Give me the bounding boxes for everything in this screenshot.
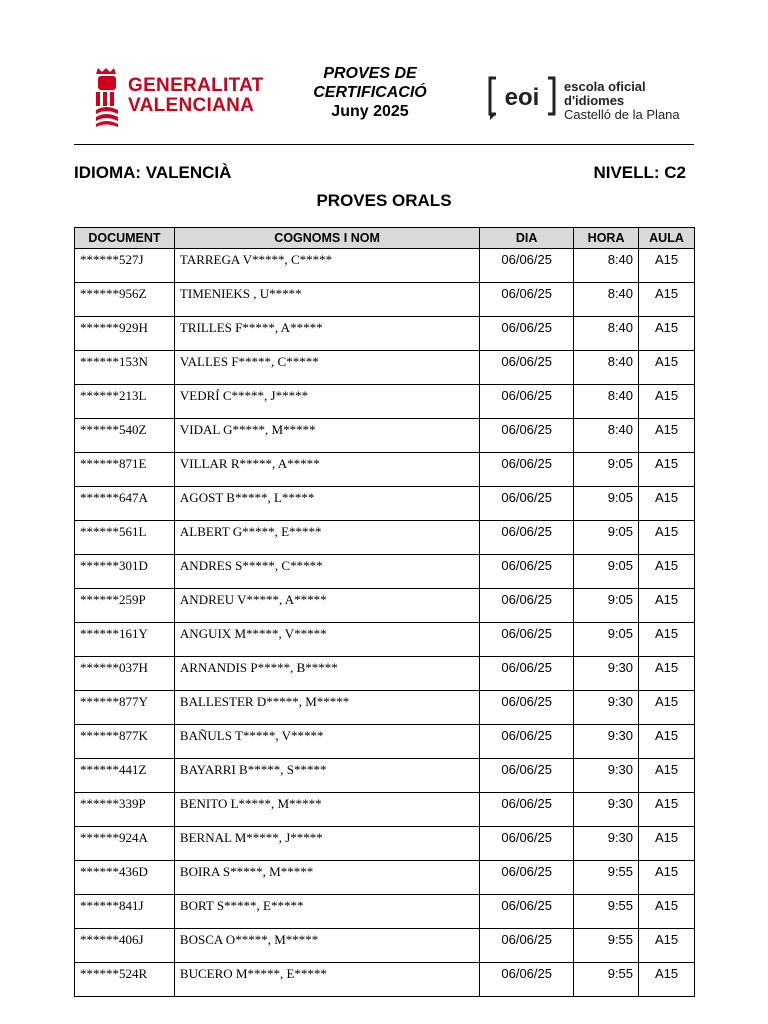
hour-cell: 9:55	[574, 895, 639, 929]
day-cell: 06/06/25	[480, 283, 574, 317]
hour-cell: 9:05	[574, 453, 639, 487]
name-cell: VIDAL G*****, M*****	[174, 419, 479, 453]
name-cell: VILLAR R*****, A*****	[174, 453, 479, 487]
document-cell: ******929H	[75, 317, 175, 351]
hour-cell: 9:30	[574, 793, 639, 827]
day-cell: 06/06/25	[480, 861, 574, 895]
name-cell: BORT S*****, E*****	[174, 895, 479, 929]
document-cell: ******259P	[75, 589, 175, 623]
document-cell: ******877Y	[75, 691, 175, 725]
column-header-document: DOCUMENT	[75, 228, 175, 249]
document-cell: ******647A	[75, 487, 175, 521]
name-cell: TRILLES F*****, A*****	[174, 317, 479, 351]
name-cell: BOSCA O*****, M*****	[174, 929, 479, 963]
room-cell: A15	[639, 385, 695, 419]
table-body	[75, 249, 695, 997]
day-cell: 06/06/25	[480, 385, 574, 419]
room-cell: A15	[639, 861, 695, 895]
table-row	[75, 555, 695, 589]
room-cell: A15	[639, 725, 695, 759]
name-cell: ALBERT G*****, E*****	[174, 521, 479, 555]
name-cell: AGOST B*****, L*****	[174, 487, 479, 521]
room-cell: A15	[639, 963, 695, 997]
day-cell: 06/06/25	[480, 759, 574, 793]
hour-cell: 9:05	[574, 555, 639, 589]
document-cell: ******406J	[75, 929, 175, 963]
name-cell: BENITO L*****, M*****	[174, 793, 479, 827]
table-row	[75, 657, 695, 691]
document-cell: ******524R	[75, 963, 175, 997]
hour-cell: 9:30	[574, 827, 639, 861]
name-cell: ANDREU V*****, A*****	[174, 589, 479, 623]
generalitat-valenciana-logo	[94, 66, 264, 130]
hour-cell: 9:30	[574, 725, 639, 759]
day-cell: 06/06/25	[480, 793, 574, 827]
hour-cell: 9:05	[574, 521, 639, 555]
table-row	[75, 895, 695, 929]
table-row	[75, 487, 695, 521]
hour-cell: 9:30	[574, 657, 639, 691]
name-cell: ARNANDIS P*****, B*****	[174, 657, 479, 691]
room-cell: A15	[639, 419, 695, 453]
name-cell: ANDRES S*****, C*****	[174, 555, 479, 589]
language-label: IDIOMA: VALENCIÀ	[74, 163, 232, 182]
room-cell: A15	[639, 317, 695, 351]
document-cell: ******339P	[75, 793, 175, 827]
eoi-mark-text: eoi	[504, 84, 540, 111]
document-cell: ******161Y	[75, 623, 175, 657]
day-cell: 06/06/25	[480, 657, 574, 691]
table-row	[75, 623, 695, 657]
name-cell: BALLESTER D*****, M*****	[174, 691, 479, 725]
eoi-logo	[486, 74, 686, 130]
table-row	[75, 759, 695, 793]
room-cell: A15	[639, 555, 695, 589]
day-cell: 06/06/25	[480, 453, 574, 487]
document-cell: ******956Z	[75, 283, 175, 317]
room-cell: A15	[639, 453, 695, 487]
day-cell: 06/06/25	[480, 691, 574, 725]
day-cell: 06/06/25	[480, 317, 574, 351]
hour-cell: 9:30	[574, 759, 639, 793]
day-cell: 06/06/25	[480, 555, 574, 589]
document-cell: ******924A	[75, 827, 175, 861]
day-cell: 06/06/25	[480, 827, 574, 861]
day-cell: 06/06/25	[480, 521, 574, 555]
hour-cell: 8:40	[574, 351, 639, 385]
hour-cell: 9:05	[574, 623, 639, 657]
column-header-room: AULA	[639, 228, 695, 249]
day-cell: 06/06/25	[480, 623, 574, 657]
hour-cell: 8:40	[574, 419, 639, 453]
document-cell: ******301D	[75, 555, 175, 589]
day-cell: 06/06/25	[480, 589, 574, 623]
title-line3: Juny 2025	[331, 103, 409, 120]
hour-cell: 9:55	[574, 929, 639, 963]
day-cell: 06/06/25	[480, 895, 574, 929]
document-cell: ******527J	[75, 249, 175, 283]
day-cell: 06/06/25	[480, 963, 574, 997]
name-cell: VEDRÍ C*****, J*****	[174, 385, 479, 419]
gva-line2: VALENCIANA	[128, 95, 255, 116]
table-row	[75, 317, 695, 351]
hour-cell: 8:40	[574, 317, 639, 351]
day-cell: 06/06/25	[480, 725, 574, 759]
day-cell: 06/06/25	[480, 351, 574, 385]
room-cell: A15	[639, 521, 695, 555]
room-cell: A15	[639, 827, 695, 861]
room-cell: A15	[639, 895, 695, 929]
name-cell: BOIRA S*****, M*****	[174, 861, 479, 895]
document-cell: ******877K	[75, 725, 175, 759]
generalitat-crest-icon	[94, 66, 124, 128]
header-divider	[74, 144, 694, 145]
hour-cell: 9:30	[574, 691, 639, 725]
name-cell: TARREGA V*****, C*****	[174, 249, 479, 283]
table-row	[75, 963, 695, 997]
room-cell: A15	[639, 589, 695, 623]
title-line1: PROVES DE	[323, 65, 417, 82]
day-cell: 06/06/25	[480, 487, 574, 521]
eoi-line2: d'idiomes	[564, 93, 625, 108]
document-cell: ******871E	[75, 453, 175, 487]
eoi-wordmark	[564, 80, 680, 122]
table-row	[75, 589, 695, 623]
hour-cell: 8:40	[574, 283, 639, 317]
room-cell: A15	[639, 793, 695, 827]
hour-cell: 8:40	[574, 249, 639, 283]
table-row	[75, 249, 695, 283]
room-cell: A15	[639, 249, 695, 283]
table-row	[75, 283, 695, 317]
name-cell: TIMENIEKS , U*****	[174, 283, 479, 317]
column-header-day: DIA	[480, 228, 574, 249]
document-cell: ******436D	[75, 861, 175, 895]
name-cell: BERNAL M*****, J*****	[174, 827, 479, 861]
name-cell: VALLES F*****, C*****	[174, 351, 479, 385]
table-row	[75, 793, 695, 827]
title-line2: CERTIFICACIÓ	[313, 84, 427, 101]
room-cell: A15	[639, 657, 695, 691]
table-row	[75, 861, 695, 895]
page-header	[74, 60, 694, 140]
room-cell: A15	[639, 623, 695, 657]
document-cell: ******561L	[75, 521, 175, 555]
table-header-row	[75, 228, 695, 249]
document-title	[296, 64, 444, 121]
hour-cell: 8:40	[574, 385, 639, 419]
candidates-table	[74, 227, 695, 997]
room-cell: A15	[639, 759, 695, 793]
document-cell: ******841J	[75, 895, 175, 929]
document-cell: ******540Z	[75, 419, 175, 453]
hour-cell: 9:55	[574, 861, 639, 895]
hour-cell: 9:05	[574, 487, 639, 521]
room-cell: A15	[639, 283, 695, 317]
table-row	[75, 351, 695, 385]
room-cell: A15	[639, 351, 695, 385]
table-row	[75, 521, 695, 555]
name-cell: BUCERO M*****, E*****	[174, 963, 479, 997]
document-cell: ******213L	[75, 385, 175, 419]
name-cell: BAÑULS T*****, V*****	[174, 725, 479, 759]
day-cell: 06/06/25	[480, 249, 574, 283]
eoi-line1: escola oficial	[564, 79, 646, 94]
table-row	[75, 453, 695, 487]
name-cell: ANGUIX M*****, V*****	[174, 623, 479, 657]
column-header-hour: HORA	[574, 228, 639, 249]
table-row	[75, 929, 695, 963]
document-cell: ******037H	[75, 657, 175, 691]
table-row	[75, 385, 695, 419]
table-row	[75, 827, 695, 861]
eoi-bracket-logo-icon	[486, 74, 558, 122]
day-cell: 06/06/25	[480, 929, 574, 963]
room-cell: A15	[639, 487, 695, 521]
day-cell: 06/06/25	[480, 419, 574, 453]
table-row	[75, 691, 695, 725]
column-header-name: COGNOMS I NOM	[174, 228, 479, 249]
hour-cell: 9:55	[574, 963, 639, 997]
room-cell: A15	[639, 691, 695, 725]
eoi-line3: Castelló de la Plana	[564, 107, 680, 122]
gva-line1: GENERALITAT	[128, 75, 264, 96]
document-cell: ******153N	[75, 351, 175, 385]
hour-cell: 9:05	[574, 589, 639, 623]
table-row	[75, 419, 695, 453]
name-cell: BAYARRI B*****, S*****	[174, 759, 479, 793]
section-title: PROVES ORALS	[316, 191, 452, 210]
generalitat-wordmark	[128, 76, 264, 116]
level-label: NIVELL: C2	[593, 163, 686, 182]
table-row	[75, 725, 695, 759]
document-cell: ******441Z	[75, 759, 175, 793]
room-cell: A15	[639, 929, 695, 963]
